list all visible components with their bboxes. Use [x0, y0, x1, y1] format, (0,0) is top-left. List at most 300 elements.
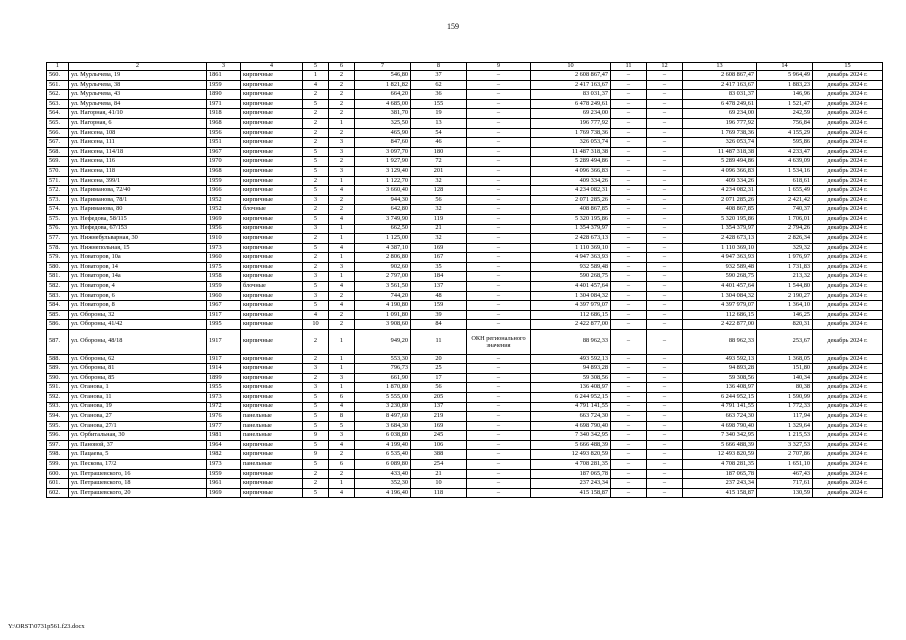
table-cell: ул. Мурлычева, 19	[69, 71, 207, 81]
table-cell: 12 493 820,59	[683, 450, 757, 460]
table-cell: 140,34	[757, 373, 813, 383]
table-cell: декабрь 2024 г.	[813, 118, 883, 128]
table-cell: –	[467, 488, 531, 498]
table-cell: –	[647, 330, 683, 355]
table-cell: 1970	[207, 157, 241, 167]
table-cell: 1959	[207, 176, 241, 186]
table-cell: 1 976,97	[757, 253, 813, 263]
table-row	[47, 128, 883, 138]
table-cell: 4 387,10	[355, 243, 411, 253]
table-cell: 6 038,80	[355, 431, 411, 441]
table-cell: –	[611, 224, 647, 234]
table-cell: 1958	[207, 272, 241, 282]
table-cell: 5 320 195,86	[531, 214, 611, 224]
table-cell: ул. Орбитальная, 30	[69, 431, 207, 441]
table-cell: 3	[329, 431, 355, 441]
table-cell: –	[647, 450, 683, 460]
table-cell: декабрь 2024 г.	[813, 440, 883, 450]
table-cell: 586.	[47, 320, 69, 330]
table-cell: ул. Мурлычева, 43	[69, 90, 207, 100]
table-cell: 1975	[207, 262, 241, 272]
table-cell: 575.	[47, 214, 69, 224]
table-cell: –	[467, 176, 531, 186]
table-row	[47, 330, 883, 355]
table-cell: 2 421,42	[757, 195, 813, 205]
table-cell: 5	[303, 488, 329, 498]
table-cell: –	[647, 412, 683, 422]
table-cell: 80,38	[757, 383, 813, 393]
table-row	[47, 282, 883, 292]
table-cell: 205	[411, 392, 467, 402]
table-cell: 581.	[47, 272, 69, 282]
table-cell: 2	[303, 262, 329, 272]
table-cell: –	[467, 479, 531, 489]
table-row	[47, 392, 883, 402]
table-cell: 1 125,00	[355, 234, 411, 244]
column-number: 14	[757, 63, 813, 71]
table-cell: 187 065,78	[531, 469, 611, 479]
table-cell: 594.	[47, 412, 69, 422]
table-cell: –	[467, 373, 531, 383]
table-cell: 4	[329, 214, 355, 224]
table-cell: 595,86	[757, 138, 813, 148]
table-cell: 253,67	[757, 330, 813, 355]
table-cell: –	[467, 186, 531, 196]
table-cell: декабрь 2024 г.	[813, 392, 883, 402]
table-cell: 2 428 673,13	[531, 234, 611, 244]
table-cell: кирпичные	[241, 262, 303, 272]
table-cell: 4 947 363,93	[683, 253, 757, 263]
table-cell: 1981	[207, 431, 241, 441]
table-cell: –	[611, 310, 647, 320]
table-cell: 381,70	[355, 109, 411, 119]
column-number: 9	[467, 63, 531, 71]
table-cell: 944,30	[355, 195, 411, 205]
table-cell: декабрь 2024 г.	[813, 195, 883, 205]
table-cell: кирпичные	[241, 195, 303, 205]
table-cell: 579.	[47, 253, 69, 263]
table-cell: декабрь 2024 г.	[813, 460, 883, 470]
table-cell: 1959	[207, 282, 241, 292]
table-cell: –	[647, 90, 683, 100]
table-cell: 3	[303, 364, 329, 374]
table-cell: кирпичные	[241, 118, 303, 128]
table-row	[47, 402, 883, 412]
table-cell: ул. Нагорная, 41/10	[69, 109, 207, 119]
table-cell: 3	[303, 291, 329, 301]
table-cell: декабрь 2024 г.	[813, 450, 883, 460]
table-cell: 1918	[207, 109, 241, 119]
table-cell: 59 308,56	[683, 373, 757, 383]
table-cell: 3 230,80	[355, 402, 411, 412]
table-cell: кирпичные	[241, 214, 303, 224]
table-cell: ул. Обороны, 81	[69, 364, 207, 374]
table-cell: 1 215,53	[757, 431, 813, 441]
table-cell: –	[611, 253, 647, 263]
column-number: 11	[611, 63, 647, 71]
table-cell: 2 608 867,47	[531, 71, 611, 81]
table-cell: –	[611, 118, 647, 128]
table-cell: ул. Пановой, 37	[69, 440, 207, 450]
table-cell: ОКН регионального значения	[467, 330, 531, 355]
table-row	[47, 310, 883, 320]
table-cell: –	[611, 262, 647, 272]
column-number: 8	[411, 63, 467, 71]
table-cell: 902,60	[355, 262, 411, 272]
table-cell: 69 234,00	[531, 109, 611, 119]
table-cell: 4	[303, 310, 329, 320]
table-cell: –	[467, 364, 531, 374]
table-cell: 19	[411, 109, 467, 119]
table-cell: –	[467, 243, 531, 253]
table-cell: 4 639,09	[757, 157, 813, 167]
table-cell: ул. Оганова, 19	[69, 402, 207, 412]
table-cell: 242,59	[757, 109, 813, 119]
table-cell: 2	[329, 195, 355, 205]
table-cell: 493 592,13	[531, 354, 611, 364]
table-cell: 663 724,30	[683, 412, 757, 422]
table-cell: 1917	[207, 330, 241, 355]
table-cell: ул. Обороны, 85	[69, 373, 207, 383]
table-cell: 6 478 249,61	[531, 99, 611, 109]
table-cell: –	[611, 234, 647, 244]
table-cell: 2	[303, 90, 329, 100]
table-cell: 433,40	[355, 469, 411, 479]
table-row	[47, 205, 883, 215]
column-number: 10	[531, 63, 611, 71]
table-cell: 3 908,60	[355, 320, 411, 330]
table-cell: 1952	[207, 195, 241, 205]
table-cell: 32	[411, 234, 467, 244]
table-cell: декабрь 2024 г.	[813, 109, 883, 119]
table-cell: –	[611, 195, 647, 205]
table-cell: ул. Обороны, 62	[69, 354, 207, 364]
table-cell: ул. Новаторов, 4	[69, 282, 207, 292]
table-cell: 2	[303, 109, 329, 119]
table-cell: 2 422 877,00	[683, 320, 757, 330]
table-cell: 1 769 738,36	[531, 128, 611, 138]
table-cell: 1956	[207, 224, 241, 234]
table-cell: –	[467, 412, 531, 422]
column-number: 13	[683, 63, 757, 71]
table-cell: панельные	[241, 460, 303, 470]
table-cell: панельные	[241, 431, 303, 441]
table-cell: –	[647, 479, 683, 489]
column-number: 2	[69, 63, 207, 71]
table-row	[47, 157, 883, 167]
table-cell: 4 947 363,93	[531, 253, 611, 263]
table-cell: 1952	[207, 205, 241, 215]
table-cell: 72	[411, 157, 467, 167]
table-cell: ул. Нансена, 108	[69, 128, 207, 138]
table-cell: –	[611, 421, 647, 431]
table-cell: –	[467, 402, 531, 412]
table-cell: 2 826,34	[757, 234, 813, 244]
table-cell: –	[611, 301, 647, 311]
table-cell: 6 244 952,15	[683, 392, 757, 402]
table-cell: 5 289 494,86	[683, 157, 757, 167]
table-cell: 1917	[207, 354, 241, 364]
table-cell: 717,61	[757, 479, 813, 489]
table-cell: 4 199,40	[355, 440, 411, 450]
table-row	[47, 320, 883, 330]
table-cell: 1982	[207, 450, 241, 460]
table-cell: –	[467, 195, 531, 205]
table-cell: 1961	[207, 479, 241, 489]
table-cell: 5 964,49	[757, 71, 813, 81]
table-cell: –	[647, 128, 683, 138]
table-cell: 184	[411, 272, 467, 282]
table-cell: 117,94	[757, 412, 813, 422]
table-cell: 118	[411, 488, 467, 498]
table-cell: 2 797,00	[355, 272, 411, 282]
table-cell: декабрь 2024 г.	[813, 354, 883, 364]
table-cell: 590 268,75	[531, 272, 611, 282]
table-cell: 4	[329, 282, 355, 292]
table-row	[47, 214, 883, 224]
column-number: 3	[207, 63, 241, 71]
table-cell: –	[647, 469, 683, 479]
table-cell: 326 053,74	[683, 138, 757, 148]
table-cell: 2	[303, 253, 329, 263]
table-cell: 467,43	[757, 469, 813, 479]
table-cell: 4 234 082,31	[531, 186, 611, 196]
table-cell: –	[611, 138, 647, 148]
table-cell: 588.	[47, 354, 69, 364]
table-cell: 3 749,90	[355, 214, 411, 224]
table-row	[47, 234, 883, 244]
table-cell: –	[611, 488, 647, 498]
table-cell: 1910	[207, 234, 241, 244]
table-cell: 159	[411, 301, 467, 311]
table-cell: ул. Петрашевского, 20	[69, 488, 207, 498]
table-row	[47, 195, 883, 205]
table-cell: кирпичные	[241, 272, 303, 282]
table-cell: 2	[303, 138, 329, 148]
table-cell: кирпичные	[241, 90, 303, 100]
table-cell: 11	[411, 330, 467, 355]
table-cell: 1 651,10	[757, 460, 813, 470]
table-cell: 69 234,00	[683, 109, 757, 119]
table-cell: 2 608 867,47	[683, 71, 757, 81]
table-cell: ул. Нансена, 118	[69, 166, 207, 176]
table-cell: –	[647, 205, 683, 215]
table-cell: ул. Обороны, 41/42	[69, 320, 207, 330]
table-cell: 1 122,70	[355, 176, 411, 186]
table-cell: 1	[329, 330, 355, 355]
table-cell: кирпичные	[241, 450, 303, 460]
table-cell: –	[647, 488, 683, 498]
table-cell: –	[467, 469, 531, 479]
table-cell: декабрь 2024 г.	[813, 234, 883, 244]
table-cell: 94 893,28	[683, 364, 757, 374]
table-cell: 2 794,26	[757, 224, 813, 234]
table-cell: 560.	[47, 71, 69, 81]
table-cell: кирпичные	[241, 392, 303, 402]
table-cell: 1 364,10	[757, 301, 813, 311]
table-cell: ул. Обороны, 32	[69, 310, 207, 320]
table-cell: 5	[303, 282, 329, 292]
table-cell: 4 155,29	[757, 128, 813, 138]
table-cell: 740,37	[757, 205, 813, 215]
table-cell: 2	[329, 128, 355, 138]
table-cell: 565.	[47, 118, 69, 128]
table-cell: –	[611, 176, 647, 186]
table-cell: декабрь 2024 г.	[813, 224, 883, 234]
table-cell: 663 724,30	[531, 412, 611, 422]
table-cell: –	[647, 195, 683, 205]
table-cell: ул. Нариманова, 80	[69, 205, 207, 215]
table-cell: 596.	[47, 431, 69, 441]
table-cell: –	[647, 431, 683, 441]
table-cell: декабрь 2024 г.	[813, 373, 883, 383]
table-row	[47, 460, 883, 470]
table-row	[47, 440, 883, 450]
table-cell: 4 791 141,55	[531, 402, 611, 412]
table-cell: ул. Нижнепольная, 15	[69, 243, 207, 253]
table-row	[47, 224, 883, 234]
table-cell: 1 927,90	[355, 157, 411, 167]
table-cell: декабрь 2024 г.	[813, 488, 883, 498]
table-cell: декабрь 2024 г.	[813, 243, 883, 253]
column-number: 12	[647, 63, 683, 71]
table-cell: –	[611, 383, 647, 393]
table-cell: 595.	[47, 421, 69, 431]
table-cell: –	[467, 450, 531, 460]
table-cell: 584.	[47, 301, 69, 311]
table-cell: 8	[329, 412, 355, 422]
table-row	[47, 469, 883, 479]
table-cell: –	[647, 421, 683, 431]
table-cell: –	[467, 166, 531, 176]
table-cell: –	[611, 205, 647, 215]
table-cell: 1977	[207, 421, 241, 431]
table-cell: 642,80	[355, 205, 411, 215]
table-cell: –	[611, 243, 647, 253]
table-cell: 1	[329, 364, 355, 374]
table-cell: декабрь 2024 г.	[813, 80, 883, 90]
table-cell: ул. Петрашевского, 18	[69, 479, 207, 489]
table-cell: –	[647, 243, 683, 253]
table-cell: 5 555,00	[355, 392, 411, 402]
table-cell: декабрь 2024 г.	[813, 186, 883, 196]
table-cell: 567.	[47, 138, 69, 148]
table-cell: 1 304 084,32	[683, 291, 757, 301]
table-cell: 2	[329, 71, 355, 81]
table-cell: 84	[411, 320, 467, 330]
table-cell: 1964	[207, 440, 241, 450]
table-cell: 570.	[47, 166, 69, 176]
table-cell: 83 031,37	[531, 90, 611, 100]
table-cell: 119	[411, 214, 467, 224]
table-cell: 5	[329, 421, 355, 431]
column-number: 4	[241, 63, 303, 71]
table-cell: декабрь 2024 г.	[813, 431, 883, 441]
table-cell: 2 417 163,67	[683, 80, 757, 90]
table-cell: 4	[329, 440, 355, 450]
table-cell: ул. Петрашевского, 16	[69, 469, 207, 479]
table-cell: 10	[303, 320, 329, 330]
table-cell: 128	[411, 186, 467, 196]
file-path-footer: Y:\ORST\0731p561.f23.docx	[8, 623, 85, 630]
table-cell: 1971	[207, 99, 241, 109]
table-cell: 6 244 952,15	[531, 392, 611, 402]
table-cell: кирпичные	[241, 157, 303, 167]
table-cell: 415 158,87	[683, 488, 757, 498]
table-cell: –	[647, 224, 683, 234]
table-cell: ул. Новаторов, 8	[69, 301, 207, 311]
table-cell: 6	[329, 460, 355, 470]
table-cell: ул. Пескова, 17/2	[69, 460, 207, 470]
table-cell: –	[611, 282, 647, 292]
column-number: 7	[355, 63, 411, 71]
table-cell: 4 401 457,64	[531, 282, 611, 292]
table-cell: 2	[303, 118, 329, 128]
table-cell: –	[467, 291, 531, 301]
column-number: 6	[329, 63, 355, 71]
table-cell: 2	[303, 373, 329, 383]
table-cell: ул. Нижнебульварная, 30	[69, 234, 207, 244]
table-cell: 1	[329, 383, 355, 393]
table-cell: –	[467, 90, 531, 100]
table-cell: 589.	[47, 364, 69, 374]
table-cell: 3	[329, 166, 355, 176]
table-cell: кирпичные	[241, 166, 303, 176]
table-cell: 932 589,48	[683, 262, 757, 272]
table-cell: 2	[329, 205, 355, 215]
table-cell: 1	[329, 224, 355, 234]
table-cell: ул. Новаторов, 14а	[69, 272, 207, 282]
table-cell: –	[467, 253, 531, 263]
table-cell: 4 234 082,31	[683, 186, 757, 196]
table-cell: 5	[303, 99, 329, 109]
table-cell: 4	[303, 80, 329, 90]
table-cell: –	[467, 460, 531, 470]
table-cell: 4 401 457,64	[683, 282, 757, 292]
table-cell: 4 397 979,07	[683, 301, 757, 311]
table-cell: декабрь 2024 г.	[813, 262, 883, 272]
table-cell: ул. Нефедова, 67/153	[69, 224, 207, 234]
table-cell: 4 397 979,07	[531, 301, 611, 311]
table-cell: –	[467, 138, 531, 148]
table-cell: 46	[411, 138, 467, 148]
table-cell: декабрь 2024 г.	[813, 128, 883, 138]
table-cell: 254	[411, 460, 467, 470]
table-cell: –	[467, 262, 531, 272]
table-cell: 3 684,30	[355, 421, 411, 431]
table-cell: 1861	[207, 71, 241, 81]
table-cell: –	[647, 354, 683, 364]
table-cell: 196 777,92	[531, 118, 611, 128]
table-cell: 2 190,27	[757, 291, 813, 301]
table-row	[47, 431, 883, 441]
table-cell: 9	[303, 450, 329, 460]
table-cell: 4	[329, 186, 355, 196]
table-row	[47, 488, 883, 498]
table-cell: 1960	[207, 291, 241, 301]
table-cell: 169	[411, 421, 467, 431]
table-cell: 3	[303, 272, 329, 282]
table-row	[47, 262, 883, 272]
table-cell: –	[611, 479, 647, 489]
table-row	[47, 147, 883, 157]
table-row	[47, 364, 883, 374]
table-cell: декабрь 2024 г.	[813, 320, 883, 330]
table-cell: 4 708 281,35	[683, 460, 757, 470]
table-cell: ул. Оганова, 27	[69, 412, 207, 422]
table-cell: блочные	[241, 282, 303, 292]
table-cell: кирпичные	[241, 128, 303, 138]
